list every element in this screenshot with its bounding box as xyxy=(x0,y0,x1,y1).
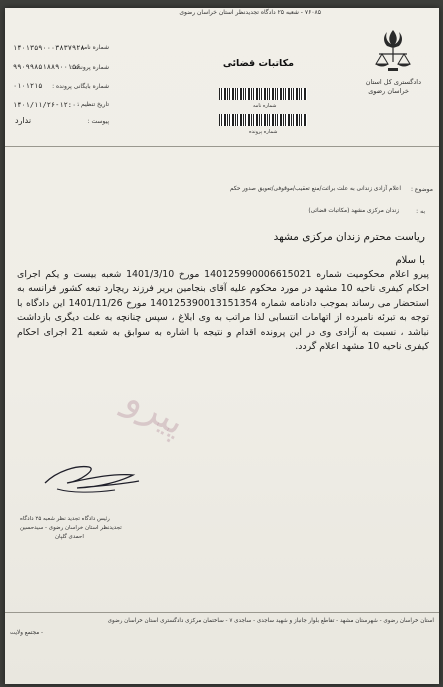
signature-line3: احمدی گلپان xyxy=(55,534,84,540)
signature-line1: رئیس دادگاه تجدید نظر شعبه ۲۵ دادگاه xyxy=(20,516,110,522)
field-value-case-number: ۹۹۰۹۹۸۵۱۸۸۹۰۰۱۵۶ xyxy=(13,63,81,71)
letter-number-barcode xyxy=(219,88,307,100)
field-value-archive-number: ۰۱۰۱۲۱۵ xyxy=(13,82,43,90)
recipient-label: به : xyxy=(416,208,425,215)
field-label-date: تاریخ تنظیم : xyxy=(77,101,109,108)
field-value-letter-number: ۱۴۰۱۳۵۹۰۰۰۳۸۳۷۹۲۸ xyxy=(13,44,85,52)
barcode-label-case: شماره پرونده xyxy=(249,129,278,135)
signature-scribble xyxy=(37,453,147,498)
org-name-line2: خراسان رضوی xyxy=(368,87,409,95)
footer-address-line1: استان خراسان رضوی - شهرستان مشهد - تقاطع بلوار جانباز و شهید ساجدی - ساجدی ۷ - ساختمان مرکزی دادگستری استان خراسان رضوی xyxy=(107,618,434,624)
subject-text: اعلام آزادی زندانی به علت برائت/منع تعقیب/موقوفی/تعویق صدور حکم xyxy=(229,186,401,192)
field-label-letter-number: شماره نامه : xyxy=(76,44,109,51)
field-value-date: ۱۴۰۱/۱۱/۲۶-۱۲:۰۰ xyxy=(13,101,81,109)
header-divider xyxy=(5,146,439,147)
top-strip-text: ۷۶۰۸۵ - شعبه ۲۵ دادگاه تجدیدنظر استان خراسان رضوی xyxy=(179,9,321,16)
stamp-watermark: پیرو xyxy=(118,376,194,444)
greeting: با سلام xyxy=(395,255,425,266)
recipient-text: زندان مرکزی مشهد (مکاتبات قضائی) xyxy=(308,208,399,214)
org-name-line1: دادگستری کل استان xyxy=(365,78,421,86)
barcode-label-letter: شماره نامه xyxy=(253,103,277,109)
subject-label: موضوع : xyxy=(410,186,433,193)
case-number-barcode xyxy=(219,114,307,126)
field-label-attachment: پیوست : xyxy=(87,118,109,125)
field-value-attachment: ندارد xyxy=(15,116,32,125)
body-paragraph: پیرو اعلام محکومیت شماره 140125990006615021 مورخ 1401/3/10 شعبه بیست و یکم اجرای احکام کیفری ناحیه 10 مشهد در مورد محکوم علیه آقای بنجامین بریر فرزند ریچارد تبعه کشور فرانسه به استحضار می رساند بموجب دادنامه شماره 140125390013151354 مورخ 1401/11/26 این دادگاه با توجه به تبرئه نامبرده از اتهامات انتسابی لذا مراتب به وی ابلاغ ، سپس چنانچه به علت دیگری بازداشت نباشد ، نسبت به آزادی وی در این پرونده اقدام و نتیجه با اشاره به سوابق به شعبه 21 اجرای احکام کیفری ناحیه 10 مشهد اعلام گردد. xyxy=(17,269,430,353)
document-title: مکاتبات قضائی xyxy=(222,58,294,69)
iran-emblem-icon xyxy=(373,26,413,74)
addressee: ریاست محترم زندان مرکزی مشهد xyxy=(273,231,425,243)
signature-line2: تجدیدنظر استان خراسان رضوی - سیدحسین xyxy=(20,525,122,531)
field-label-case-number: شماره پرونده : xyxy=(70,64,109,71)
field-label-archive-number: شماره بایگانی پرونده : xyxy=(52,83,109,90)
footer-divider xyxy=(5,612,439,613)
letter-page xyxy=(5,8,439,684)
footer-address-line2: - مجتمع ولایت xyxy=(10,630,44,636)
